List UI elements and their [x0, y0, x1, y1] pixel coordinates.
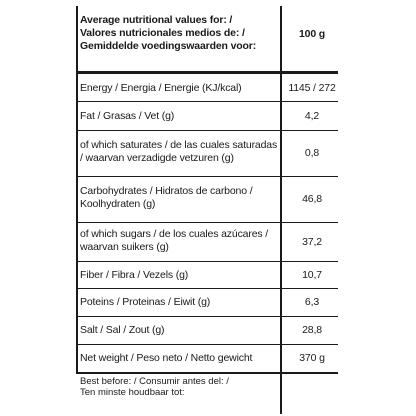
row-proteins-value: 6,3	[304, 296, 320, 308]
header-rule	[76, 71, 338, 74]
row-saturates-value: 0,8	[304, 147, 320, 159]
row-net-weight-value: 370 g	[299, 352, 325, 364]
row-energy-label: Energy / Energia / Energie (KJ/kcal)	[80, 82, 242, 94]
row-net-weight-label: Net weight / Peso neto / Netto gewicht	[80, 352, 253, 364]
row-sugars-label: of which sugars / de los cuales azúcares / waarvan suikers (g)	[80, 228, 269, 253]
row-fat-value: 4,2	[304, 110, 320, 122]
row-rule	[76, 261, 338, 262]
row-rule	[76, 176, 338, 177]
row-fiber-label: Fiber / Fibra / Vezels (g)	[80, 269, 189, 281]
row-sugars-value: 37,2	[302, 236, 322, 248]
row-fiber-value: 10,7	[302, 269, 322, 281]
row-rule	[76, 222, 338, 223]
row-rule	[76, 130, 338, 131]
row-proteins-label: Poteins / Proteinas / Eiwit (g)	[80, 296, 211, 308]
header-per-100g: 100 g	[298, 28, 326, 40]
bottom-rule	[76, 372, 338, 374]
row-energy-value: 1145 / 272	[288, 82, 336, 94]
row-carbohydrates-value: 46,8	[302, 193, 322, 205]
row-salt-label: Salt / Sal / Zout (g)	[80, 324, 165, 336]
row-carbohydrates-label: Carbohydrates / Hidratos de carbono / Koolhydraten (g)	[80, 185, 253, 210]
row-rule	[76, 316, 338, 317]
best-before-note: Best before: / Consumir antes del: / Ten minste houdbaar tot:	[80, 376, 229, 398]
row-salt-value: 28,8	[302, 324, 322, 336]
row-rule	[76, 344, 338, 345]
header-title: Average nutritional values for: / Valores nutricionales medios de: / Gemiddelde voedingswaarden voor:	[80, 14, 257, 52]
column-divider	[280, 6, 282, 414]
row-fat-label: Fat / Grasas / Vet (g)	[80, 110, 175, 122]
row-saturates-label: of which saturates / de las cuales saturadas / waarvan verzadigde vetzuren (g)	[80, 139, 278, 164]
row-rule	[76, 288, 338, 289]
row-rule	[76, 101, 338, 102]
nutrition-label	[76, 6, 338, 414]
left-border	[76, 6, 78, 374]
